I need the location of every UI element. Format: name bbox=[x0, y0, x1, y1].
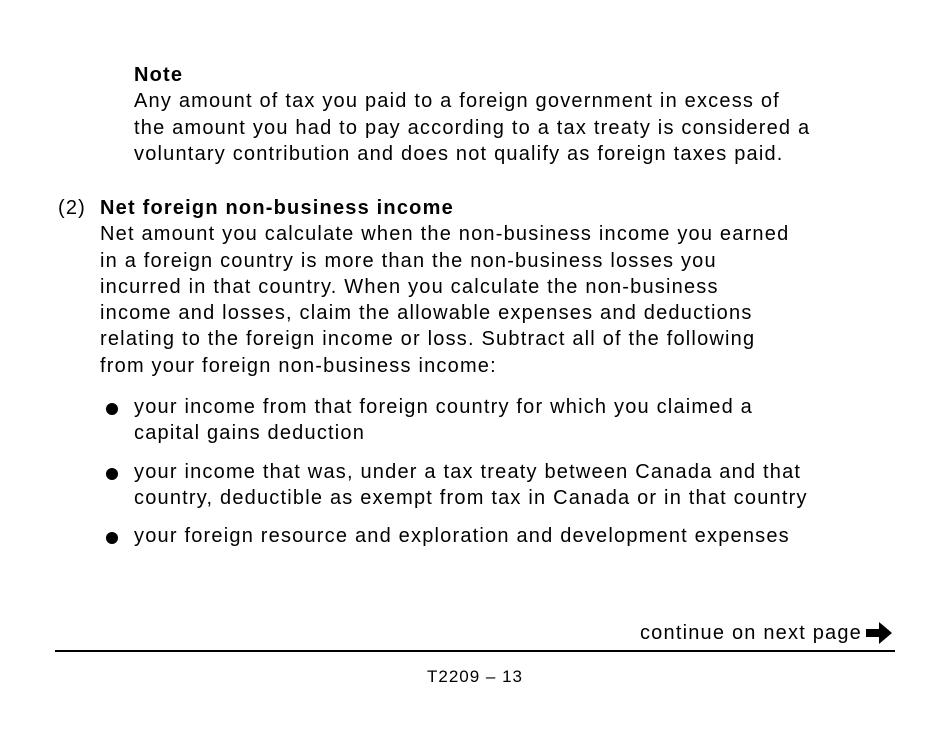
footer-divider bbox=[55, 650, 895, 652]
section-line: from your foreign non-business income: bbox=[100, 354, 497, 377]
list-item bbox=[100, 459, 808, 512]
continue-label: continue on next page bbox=[639, 622, 862, 644]
section-line: relating to the foreign income or loss. Subtract all of the following bbox=[100, 328, 756, 351]
note-title: Note bbox=[134, 64, 184, 86]
continue-next-page-link[interactable] bbox=[640, 620, 892, 646]
bullet-icon bbox=[106, 403, 118, 415]
bullet-line: country, deductible as exempt from tax in Canada or in that country bbox=[134, 486, 808, 509]
bullet-line: capital gains deduction bbox=[134, 422, 366, 445]
bullet-list bbox=[100, 394, 808, 561]
bullet-icon bbox=[106, 468, 118, 480]
section-block bbox=[100, 195, 789, 379]
bullet-icon bbox=[106, 532, 118, 544]
note-line: Any amount of tax you paid to a foreign government in excess of bbox=[134, 90, 780, 113]
page-number-footer: T2209 – 13 bbox=[426, 667, 523, 686]
right-arrow-icon bbox=[866, 622, 892, 644]
section-line: in a foreign country is more than the non-business losses you bbox=[100, 249, 717, 272]
bullet-line: your foreign resource and exploration and development expenses bbox=[134, 525, 790, 548]
list-item bbox=[100, 523, 808, 549]
note-line: voluntary contribution and does not qualify as foreign taxes paid. bbox=[134, 142, 784, 165]
note-block bbox=[134, 62, 810, 167]
section-line: income and losses, claim the allowable expenses and deductions bbox=[100, 302, 753, 325]
section-title: Net foreign non-business income bbox=[100, 197, 454, 219]
list-item bbox=[100, 394, 808, 447]
bullet-line: your income from that foreign country for which you claimed a bbox=[134, 396, 754, 418]
bullet-line: your income that was, under a tax treaty between Canada and that bbox=[134, 460, 802, 483]
section-line: incurred in that country. When you calculate the non-business bbox=[100, 275, 719, 298]
section-line: Net amount you calculate when the non-business income you earned bbox=[100, 223, 790, 246]
section-number: (2) bbox=[58, 197, 87, 219]
note-line: the amount you had to pay according to a tax treaty is considered a bbox=[134, 116, 811, 139]
